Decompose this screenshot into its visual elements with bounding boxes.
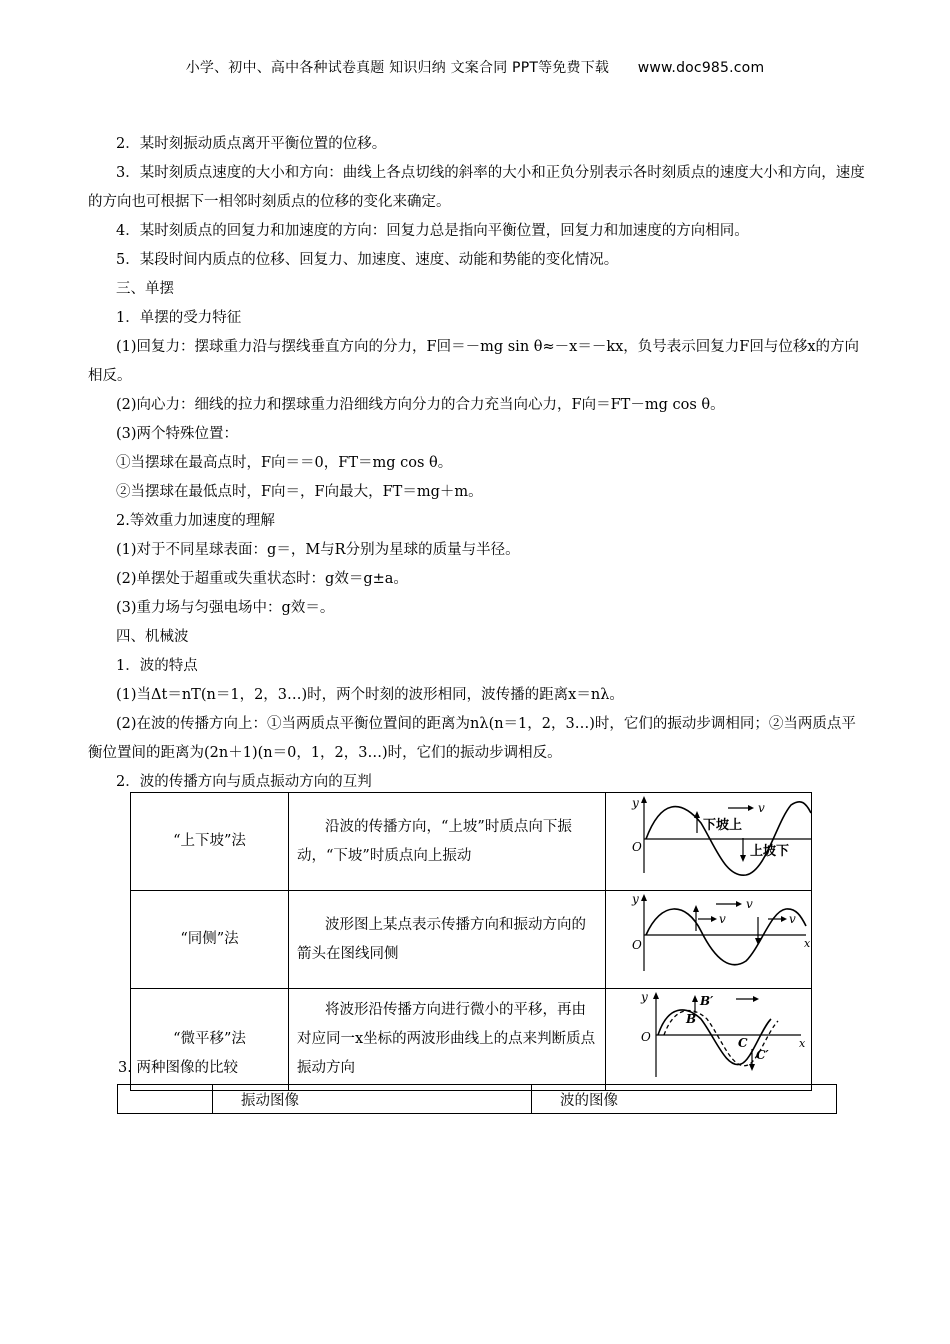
paragraph: (3)两个特殊位置： bbox=[116, 426, 239, 442]
same-side-wave-diagram bbox=[606, 891, 811, 977]
downslope-label: 下坡上 bbox=[703, 818, 743, 833]
page-header bbox=[0, 57, 950, 77]
velocity-label: v bbox=[719, 912, 726, 926]
section-heading: 四、机械波 bbox=[116, 629, 189, 645]
paragraph: ①当摆球在最高点时，F向＝＝0，FT＝mg cos θ。 bbox=[116, 455, 453, 471]
y-axis-label: y bbox=[632, 796, 639, 810]
subheading: 2.等效重力加速度的理解 bbox=[116, 513, 275, 529]
subheading: 1．波的特点 bbox=[116, 658, 198, 674]
origin-label: O bbox=[632, 938, 642, 952]
method-desc: 将波形沿传播方向进行微小的平移，再由对应同一x坐标的两波形曲线上的点来判断质点振动方向 bbox=[289, 989, 606, 1091]
col-wave-graph: 波的图像 bbox=[532, 1085, 837, 1114]
point-b-label: B bbox=[686, 1012, 697, 1026]
subheading: 2．波的传播方向与质点振动方向的互判 bbox=[116, 774, 372, 790]
velocity-label: v bbox=[746, 897, 753, 911]
section-heading: 三、单摆 bbox=[116, 281, 174, 297]
paragraph: (3)重力场与匀强电场中：g效＝。 bbox=[116, 600, 335, 616]
upslope-label: 上坡下 bbox=[750, 844, 790, 859]
y-axis-label: y bbox=[641, 990, 648, 1004]
header-site: www.doc985.com bbox=[637, 60, 765, 76]
paragraph: (2)向心力：细线的拉力和摆球重力沿细线方向分力的合力充当向心力，F向＝FT－mg cos θ。 bbox=[116, 397, 725, 413]
document-body bbox=[88, 130, 870, 797]
velocity-label: v bbox=[789, 912, 796, 926]
method-name: “上下坡”法 bbox=[131, 793, 289, 891]
paragraph: 2．某时刻振动质点离开平衡位置的位移。 bbox=[116, 136, 387, 152]
paragraph: 3．某时刻质点速度的大小和方向：曲线上各点切线的斜率的大小和正负分别表示各时刻质点的速度大小和方向，速度的方向也可根据下一相邻时刻质点的位移的变化来确定。 bbox=[88, 165, 865, 210]
comparison-table bbox=[117, 1084, 837, 1114]
method-name: “微平移”法 bbox=[131, 989, 289, 1091]
paragraph: (2)在波的传播方向上：①当两质点平衡位置间的距离为nλ(n＝1，2，3…)时，它们的振动步调相同；②当两质点平衡位置间的距离为(2n＋1)(n＝0，1，2，3…)时，它们的振动步调相反。 bbox=[88, 716, 856, 761]
paragraph: ②当摆球在最低点时，F向＝，F向最大，FT＝mg＋m。 bbox=[116, 484, 483, 500]
paragraph: (1)对于不同星球表面：g＝，M与R分别为星球的质量与半径。 bbox=[116, 542, 520, 558]
point-b-prime-label: B′ bbox=[700, 994, 714, 1008]
point-c-label: C bbox=[738, 1036, 748, 1050]
slope-wave-diagram bbox=[606, 793, 811, 879]
method-name: “同侧”法 bbox=[131, 891, 289, 989]
point-c-prime-label: C′ bbox=[756, 1048, 769, 1062]
table-row bbox=[118, 1085, 837, 1114]
origin-label: O bbox=[632, 840, 642, 854]
col-vibration-graph: 振动图像 bbox=[213, 1085, 532, 1114]
same-side-method-figure bbox=[606, 891, 812, 989]
x-axis-label: x bbox=[804, 937, 811, 950]
paragraph: 5．某段时间内质点的位移、回复力、加速度、速度、动能和势能的变化情况。 bbox=[116, 252, 619, 268]
paragraph: (1)回复力：摆球重力沿与摆线垂直方向的分力，F回＝－mg sin θ≈－x＝－kx，负号表示回复力F回与位移x的方向相反。 bbox=[88, 339, 860, 384]
origin-label: O bbox=[641, 1030, 651, 1044]
translation-wave-diagram bbox=[606, 989, 811, 1079]
method-desc: 沿波的传播方向，“上坡”时质点向下振动，“下坡”时质点向上振动 bbox=[289, 793, 606, 891]
method-desc: 波形图上某点表示传播方向和振动方向的箭头在图线同侧 bbox=[289, 891, 606, 989]
y-axis-label: y bbox=[632, 892, 639, 906]
translation-method-figure bbox=[606, 989, 812, 1091]
velocity-label: v bbox=[758, 801, 765, 815]
paragraph: (2)单摆处于超重或失重状态时：g效＝g±a。 bbox=[116, 571, 408, 587]
slope-method-figure bbox=[606, 793, 812, 891]
paragraph: (1)当Δt＝nT(n＝1，2，3…)时，两个时刻的波形相同，波传播的距离x＝nλ。 bbox=[116, 687, 624, 703]
table-row bbox=[131, 891, 812, 989]
paragraph: 4．某时刻质点的回复力和加速度的方向：回复力总是指向平衡位置，回复力和加速度的方向相同。 bbox=[116, 223, 749, 239]
x-axis-label: x bbox=[799, 1037, 806, 1050]
table-row bbox=[131, 793, 812, 891]
subheading: 1．单摆的受力特征 bbox=[116, 310, 242, 326]
empty-header-cell bbox=[118, 1085, 213, 1114]
header-slogan: 小学、初中、高中各种试卷真题 知识归纳 文案合同 PPT等免费下载 bbox=[185, 60, 610, 76]
comparison-heading: 3. 两种图像的比较 bbox=[118, 1060, 238, 1076]
methods-table bbox=[130, 792, 812, 1091]
